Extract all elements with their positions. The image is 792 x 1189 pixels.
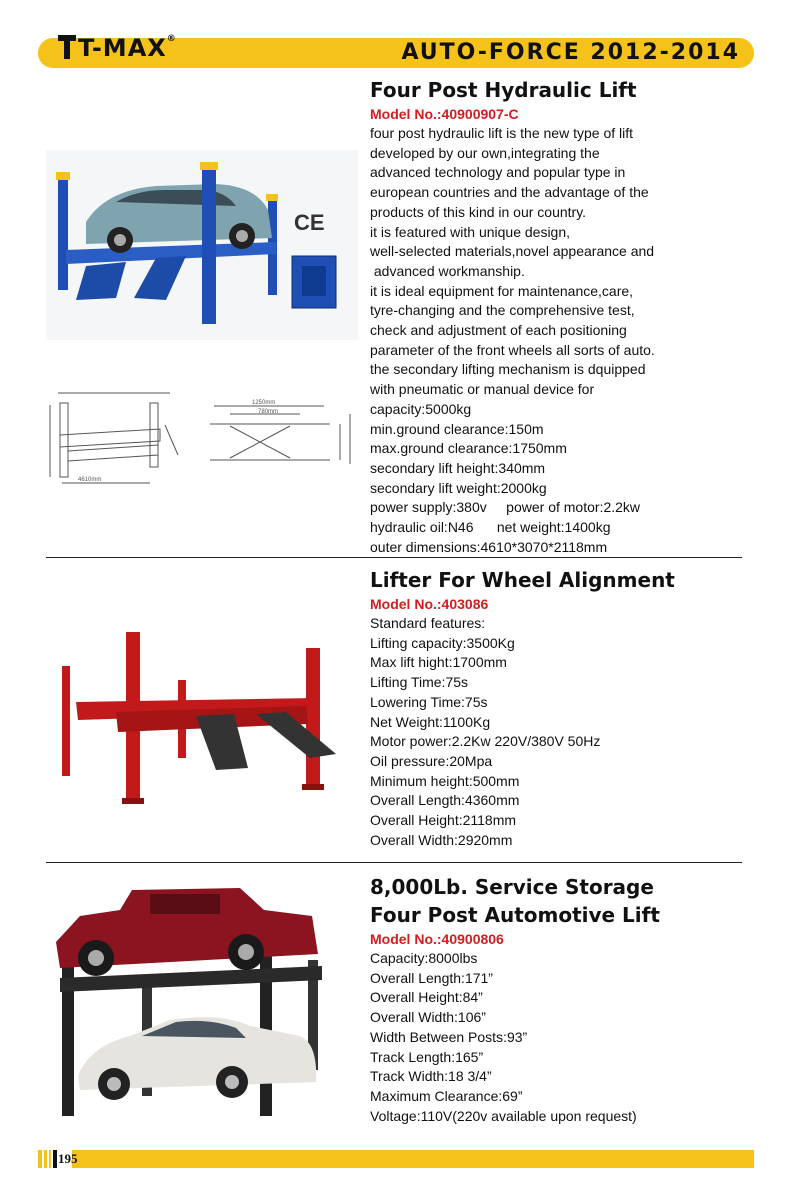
product-specs	[370, 614, 675, 850]
footer-bar	[72, 1150, 754, 1168]
spec-line: capacity:5000kg	[370, 400, 472, 417]
spec-line: Width Between Posts:93”	[370, 1028, 528, 1045]
product-section-1	[370, 76, 655, 557]
spec-line: min.ground clearance:150m	[370, 420, 544, 437]
spec-line: max.ground clearance:1750mm	[370, 440, 567, 457]
spec-line: Capacity:8000lbs	[370, 950, 478, 966]
product-description	[370, 124, 655, 557]
spec-line: Overall Length:171”	[370, 969, 493, 986]
product-title: Lifter For Wheel Alignment	[370, 568, 675, 592]
product-section-2	[370, 566, 675, 850]
brand-name: T-MAX	[78, 34, 167, 62]
spec-line: Overall Height:2118mm	[370, 812, 517, 829]
model-number: Model No.:403086	[370, 596, 489, 612]
dimension-label-inner: 780mm	[258, 409, 279, 415]
spec-line: Motor power:2.2Kw 220V/380V 50Hz	[370, 733, 601, 750]
spec-line: Lifting capacity:3500Kg	[370, 634, 515, 651]
spec-line: Overall Length:4360mm	[370, 792, 520, 809]
spec-line: Track Length:165”	[370, 1048, 484, 1065]
spec-line: tyre-changing and the comprehensive test,	[370, 302, 635, 319]
spec-line: Max lift hight:1700mm	[370, 654, 507, 671]
lift-dimension-drawing	[40, 385, 180, 485]
spec-line: Overall Height:84”	[370, 989, 483, 1006]
model-number: Model No.:40900806	[370, 931, 504, 947]
spec-line: secondary lift height:340mm	[370, 459, 546, 476]
dimension-label-length: 4610mm	[78, 477, 102, 483]
spec-line: power supply:380v power of motor:2.2kw	[370, 499, 641, 516]
spec-line: it is featured with unique design,	[370, 223, 571, 240]
spec-line: four post hydraulic lift is the new type of lift	[370, 125, 634, 141]
product-section-3	[370, 873, 660, 1126]
product-title: Four Post Hydraulic Lift	[370, 78, 637, 102]
ce-mark: CE	[294, 210, 325, 235]
model-number: Model No.:40900907-C	[370, 106, 519, 122]
spec-line: european countries and the advantage of the	[370, 184, 649, 201]
spec-line: products of this kind in our country.	[370, 203, 587, 220]
spec-line: parameter of the front wheels all sorts of auto.	[370, 341, 655, 358]
storage-lift-photo	[50, 886, 340, 1126]
catalog-title: AUTO-FORCE 2012-2014	[401, 40, 740, 65]
spec-line: Oil pressure:20Mpa	[370, 752, 493, 769]
scissor-dimension-drawing	[200, 400, 360, 470]
page-number: 195	[58, 1151, 78, 1166]
spec-line: the secondary lifting mechanism is dquipped	[370, 361, 646, 378]
product-specs	[370, 949, 660, 1126]
spec-line: secondary lift weight:2000kg	[370, 479, 547, 496]
spec-line: Lifting Time:75s	[370, 674, 469, 691]
spec-line: Overall Width:106”	[370, 1009, 486, 1026]
hammer-icon	[56, 34, 78, 60]
spec-line: Standard features:	[370, 615, 486, 631]
spec-line: Maximum Clearance:69”	[370, 1087, 523, 1104]
section-divider	[46, 557, 742, 558]
section-divider	[46, 862, 742, 863]
spec-line: developed by our own,integrating the	[370, 144, 600, 161]
spec-line: Minimum height:500mm	[370, 772, 520, 789]
alignment-lift-photo	[56, 628, 346, 808]
dimension-label-width: 1250mm	[252, 400, 276, 406]
spec-line: hydraulic oil:N46 net weight:1400kg	[370, 519, 611, 536]
product-title: 8,000Lb. Service Storage	[370, 875, 654, 899]
spec-line: Voltage:110V(220v available upon request)	[370, 1107, 637, 1124]
spec-line: check and adjustment of each positioning	[370, 322, 627, 339]
brand-logo: T-MAX®	[56, 34, 177, 62]
spec-line: advanced technology and popular type in	[370, 164, 626, 181]
spec-line: outer dimensions:4610*3070*2118mm	[370, 538, 608, 555]
spec-line: it is ideal equipment for maintenance,care,	[370, 282, 634, 299]
spec-line: Track Width:18 3/4”	[370, 1068, 492, 1085]
spec-line: with pneumatic or manual device for	[370, 381, 595, 398]
spec-line: Overall Width:2920mm	[370, 831, 513, 848]
spec-line: Lowering Time:75s	[370, 693, 488, 710]
four-post-lift-photo	[46, 150, 358, 340]
spec-line: advanced workmanship.	[370, 262, 525, 279]
product-title-line-2: Four Post Automotive Lift	[370, 903, 660, 927]
spec-line: Net Weight:1100Kg	[370, 713, 491, 730]
spec-line: well-selected materials,novel appearance and	[370, 243, 655, 260]
